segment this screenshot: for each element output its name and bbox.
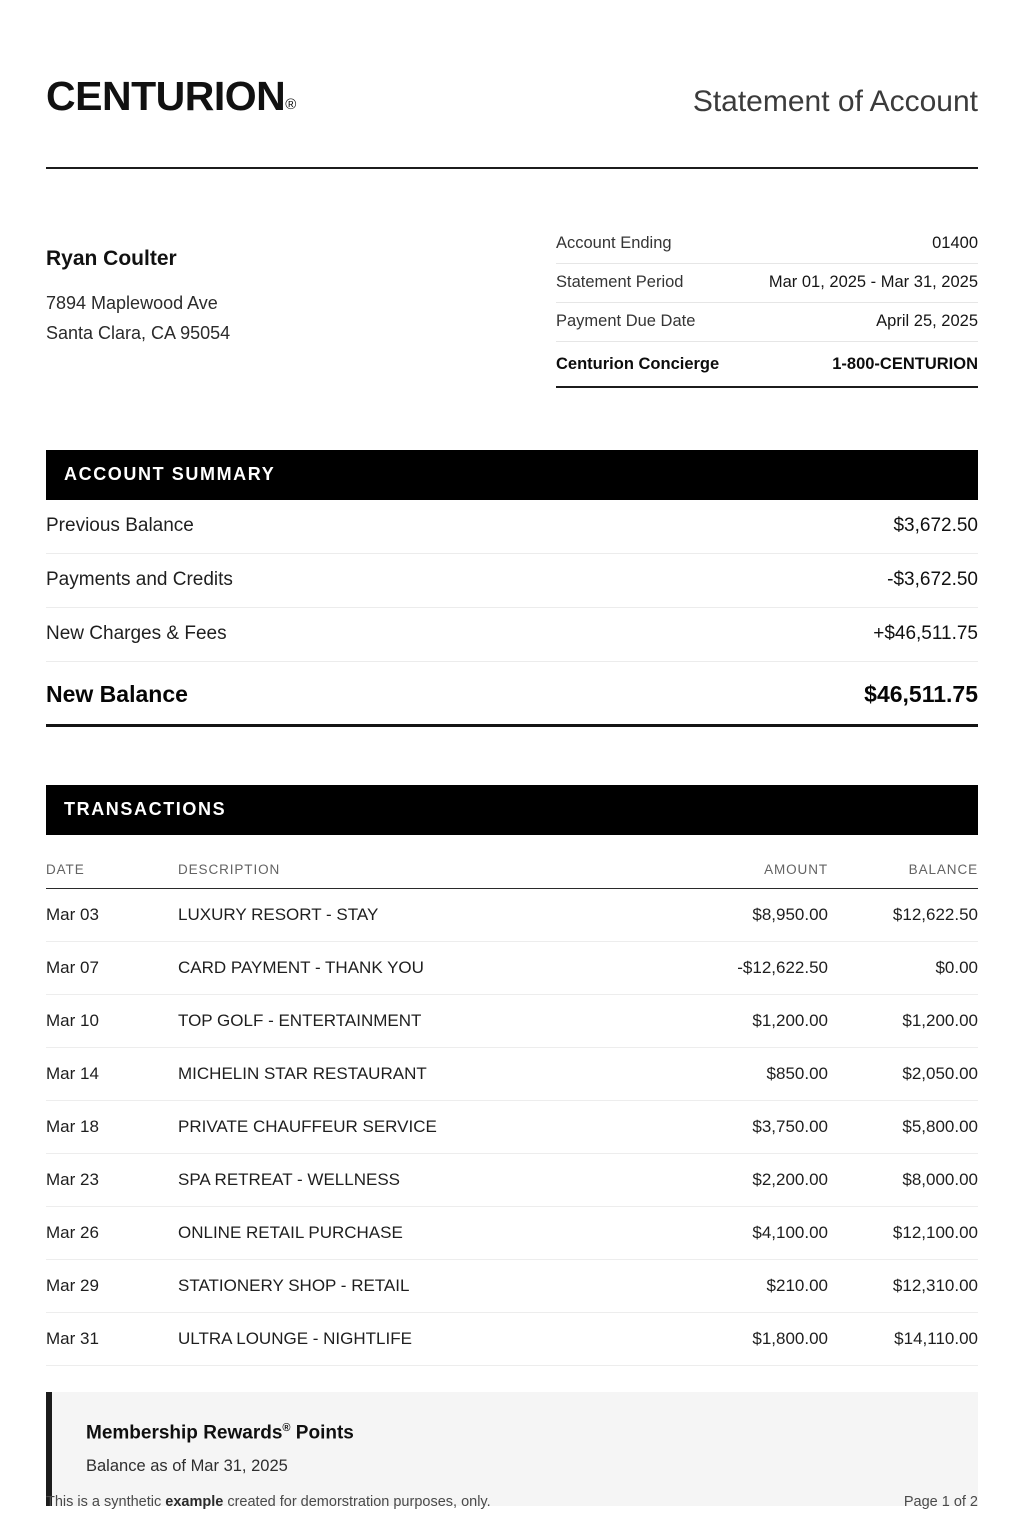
header-divider bbox=[46, 167, 978, 169]
table-row bbox=[46, 1154, 978, 1207]
summary-row bbox=[46, 608, 978, 662]
account-details-table bbox=[556, 225, 978, 388]
transactions-table-body bbox=[46, 889, 978, 1366]
cell-description: PRIVATE CHAUFFEUR SERVICE bbox=[178, 1101, 648, 1154]
table-header-row bbox=[46, 835, 978, 889]
cell-balance: $8,000.00 bbox=[828, 1154, 978, 1207]
document-header bbox=[46, 0, 978, 117]
cell-amount: $850.00 bbox=[648, 1048, 828, 1101]
cell-amount: $3,750.00 bbox=[648, 1101, 828, 1154]
cell-balance: $12,100.00 bbox=[828, 1207, 978, 1260]
new-balance-value: $46,511.75 bbox=[864, 681, 978, 707]
transactions-heading: TRANSACTIONS bbox=[46, 785, 978, 835]
summary-value: $3,672.50 bbox=[893, 515, 978, 536]
detail-label: Statement Period bbox=[556, 273, 684, 291]
concierge-contact-row bbox=[556, 342, 978, 388]
cell-description: ULTRA LOUNGE - NIGHTLIFE bbox=[178, 1313, 648, 1366]
page-number: Page 1 of 2 bbox=[903, 1494, 978, 1510]
summary-value: -$3,672.50 bbox=[887, 569, 978, 590]
concierge-label: Centurion Concierge bbox=[556, 355, 720, 373]
detail-label: Payment Due Date bbox=[556, 312, 696, 330]
cell-balance: $12,622.50 bbox=[828, 889, 978, 942]
account-detail-row bbox=[556, 264, 978, 303]
account-meta-block bbox=[46, 225, 978, 388]
cell-amount: $210.00 bbox=[648, 1260, 828, 1313]
cell-amount: $1,800.00 bbox=[648, 1313, 828, 1366]
cell-amount: $2,200.00 bbox=[648, 1154, 828, 1207]
cell-balance: $5,800.00 bbox=[828, 1101, 978, 1154]
account-holder-name: Ryan Coulter bbox=[46, 247, 177, 270]
table-row bbox=[46, 1313, 978, 1366]
cell-amount: $4,100.00 bbox=[648, 1207, 828, 1260]
disclaimer-prefix: This is a synthetic bbox=[46, 1494, 166, 1510]
registered-trademark-icon: ® bbox=[285, 96, 297, 113]
table-row bbox=[46, 1048, 978, 1101]
membership-rewards-subtitle: Balance as of Mar 31, 2025 bbox=[86, 1457, 288, 1476]
table-row bbox=[46, 1101, 978, 1154]
summary-row bbox=[46, 500, 978, 554]
cell-description: TOP GOLF - ENTERTAINMENT bbox=[178, 995, 648, 1048]
disclaimer-emphasis: example bbox=[165, 1494, 224, 1510]
summary-value: +$46,511.75 bbox=[873, 623, 978, 644]
transactions-table-head bbox=[46, 835, 978, 889]
cell-amount: $8,950.00 bbox=[648, 889, 828, 942]
detail-value: April 25, 2025 bbox=[876, 312, 978, 330]
cell-balance: $12,310.00 bbox=[828, 1260, 978, 1313]
account-summary-heading: ACCOUNT SUMMARY bbox=[46, 450, 978, 500]
transactions-table bbox=[46, 835, 978, 1366]
account-holder-address-line1: 7894 Maplewood Ave bbox=[46, 293, 218, 313]
rewards-title-text: Membership Rewards bbox=[86, 1422, 283, 1444]
disclaimer-note bbox=[46, 1494, 491, 1510]
account-summary-section bbox=[46, 450, 978, 727]
detail-label: Account Ending bbox=[556, 234, 672, 252]
column-header-amount[interactable]: AMOUNT bbox=[648, 835, 828, 889]
membership-rewards-panel bbox=[46, 1392, 978, 1506]
page-title: Statement of Account bbox=[692, 85, 978, 118]
cell-description: MICHELIN STAR RESTAURANT bbox=[178, 1048, 648, 1101]
detail-value: Mar 01, 2025 - Mar 31, 2025 bbox=[768, 273, 978, 291]
cell-date: Mar 23 bbox=[46, 1154, 178, 1207]
cell-balance: $0.00 bbox=[828, 942, 978, 995]
membership-rewards-title bbox=[86, 1422, 978, 1444]
column-header-description[interactable]: DESCRIPTION bbox=[178, 835, 648, 889]
cell-description: ONLINE RETAIL PURCHASE bbox=[178, 1207, 648, 1260]
brand-logo bbox=[46, 73, 297, 119]
brand-name: CENTURION bbox=[46, 73, 286, 119]
cell-date: Mar 18 bbox=[46, 1101, 178, 1154]
cell-description: SPA RETREAT - WELLNESS bbox=[178, 1154, 648, 1207]
summary-label: Payments and Credits bbox=[46, 569, 233, 590]
cell-balance: $14,110.00 bbox=[828, 1313, 978, 1366]
cell-date: Mar 26 bbox=[46, 1207, 178, 1260]
new-balance-row bbox=[46, 662, 978, 727]
cell-balance: $2,050.00 bbox=[828, 1048, 978, 1101]
new-balance-label: New Balance bbox=[46, 681, 188, 707]
cell-description: LUXURY RESORT - STAY bbox=[178, 889, 648, 942]
rewards-title-suffix: Points bbox=[290, 1422, 354, 1444]
cell-description: CARD PAYMENT - THANK YOU bbox=[178, 942, 648, 995]
summary-row bbox=[46, 554, 978, 608]
column-header-date[interactable]: DATE bbox=[46, 835, 178, 889]
table-row bbox=[46, 942, 978, 995]
cell-amount: $1,200.00 bbox=[648, 995, 828, 1048]
detail-value: 01400 bbox=[932, 234, 978, 252]
disclaimer-suffix: created for demorstration purposes, only. bbox=[223, 1494, 491, 1510]
registered-trademark-icon: ® bbox=[282, 1422, 291, 1434]
cell-description: STATIONERY SHOP - RETAIL bbox=[178, 1260, 648, 1313]
account-detail-row bbox=[556, 225, 978, 264]
column-header-balance[interactable]: BALANCE bbox=[828, 835, 978, 889]
account-holder bbox=[46, 225, 446, 388]
cell-date: Mar 10 bbox=[46, 995, 178, 1048]
account-holder-address-line2: Santa Clara, CA 95054 bbox=[46, 322, 231, 343]
cell-date: Mar 03 bbox=[46, 889, 178, 942]
table-row bbox=[46, 1260, 978, 1313]
summary-label: New Charges & Fees bbox=[46, 623, 227, 644]
cell-balance: $1,200.00 bbox=[828, 995, 978, 1048]
table-row bbox=[46, 995, 978, 1048]
cell-amount: -$12,622.50 bbox=[648, 942, 828, 995]
cell-date: Mar 31 bbox=[46, 1313, 178, 1366]
cell-date: Mar 14 bbox=[46, 1048, 178, 1101]
page-footer bbox=[46, 1494, 978, 1510]
table-row bbox=[46, 889, 978, 942]
cell-date: Mar 29 bbox=[46, 1260, 178, 1313]
transactions-section bbox=[46, 785, 978, 1366]
summary-label: Previous Balance bbox=[46, 515, 194, 536]
cell-date: Mar 07 bbox=[46, 942, 178, 995]
account-detail-row bbox=[556, 303, 978, 342]
table-row bbox=[46, 1207, 978, 1260]
concierge-phone[interactable]: 1-800-CENTURION bbox=[832, 355, 978, 373]
